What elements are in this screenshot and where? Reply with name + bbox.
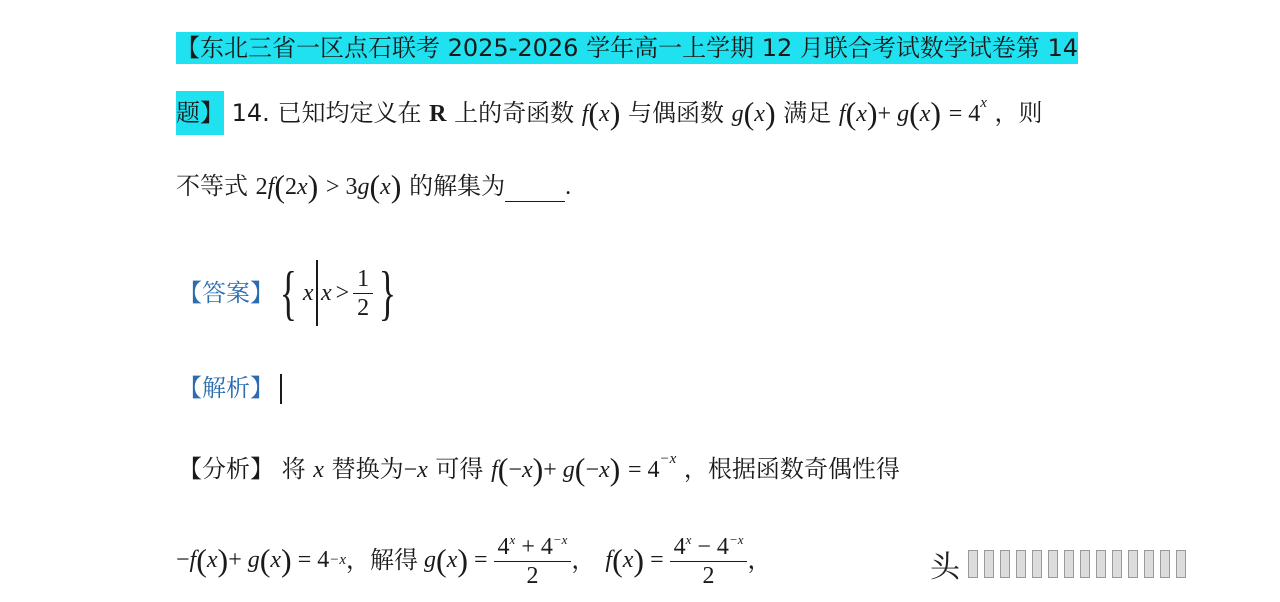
analysis-label: 【解析】 bbox=[178, 374, 274, 402]
g-fraction: $\frac{4^x + 4^{-x}}{2}$ bbox=[494, 533, 572, 588]
question-text: 的解集为 bbox=[409, 172, 506, 200]
inequality-mid: > 3 bbox=[325, 174, 358, 200]
equation-rhs: = 4 bbox=[948, 101, 981, 127]
title-highlight-end: 题】 bbox=[176, 91, 224, 135]
answer-line bbox=[178, 258, 402, 328]
text-cursor bbox=[280, 374, 282, 404]
fenxi-label: 【分析】 bbox=[178, 455, 274, 483]
title-line-1 bbox=[176, 36, 1078, 60]
question-line-2: 不等式 2f(2x) > 3g(x) 的解集为 . bbox=[176, 168, 572, 204]
answer-label: 【答案】 bbox=[178, 279, 274, 307]
question-text: 上的奇函数 bbox=[454, 99, 575, 127]
watermark-glyph: 头 bbox=[930, 550, 960, 585]
watermark-stripes bbox=[968, 550, 1186, 578]
watermark-logo bbox=[930, 544, 1260, 584]
real-set-symbol: R bbox=[429, 101, 447, 127]
answer-var: x bbox=[302, 280, 314, 306]
math-f: f bbox=[581, 101, 589, 127]
fenxi-line-1: 【分析】 将 x 替换为−x 可得 $f(-x)+ g(-x) = 4^{-x}$ ，根据函数奇偶性得 bbox=[178, 451, 900, 487]
question-number: 14. bbox=[231, 99, 270, 127]
question-text: ，则 bbox=[994, 99, 1043, 127]
analysis-line bbox=[178, 374, 282, 404]
answer-fraction: $\frac{1}{2}$ bbox=[353, 267, 373, 320]
inequality-left: 2 bbox=[255, 174, 268, 200]
set-divider bbox=[316, 260, 318, 326]
question-text: 不等式 bbox=[176, 172, 248, 200]
right-brace: } bbox=[378, 260, 397, 326]
math-g: g bbox=[731, 101, 744, 127]
answer-blank bbox=[505, 177, 565, 202]
answer-cond-var: x bbox=[320, 280, 332, 306]
question-text: 满足 bbox=[783, 99, 832, 127]
title-highlight: 【东北三省一区点石联考 2025-2026 学年高一上学期 12 月联合考试数学试卷第 14 bbox=[176, 34, 1079, 62]
left-brace: { bbox=[279, 260, 298, 326]
question-text: 已知均定义在 bbox=[277, 99, 422, 127]
question-line-1: 题】 14. 已知均定义在 R 上的奇函数 f(x) 与偶函数 g(x) 满足 $f(x)+ g(x) = 4^x$ ，则 bbox=[176, 96, 1043, 129]
answer-cond-op: > bbox=[335, 280, 350, 306]
fenxi-line-2: − f ( x ) + g ( x ) = 4 −x ，解得 g ( x ) = $\frac{4^x + 4^{-x}}{2}$ ， f ( x ) = $\frac{4^x - 4^{-x}}{2}$ ， bbox=[176, 531, 772, 589]
f-fraction: $\frac{4^x - 4^{-x}}{2}$ bbox=[670, 533, 748, 588]
question-text: 与偶函数 bbox=[628, 99, 724, 127]
